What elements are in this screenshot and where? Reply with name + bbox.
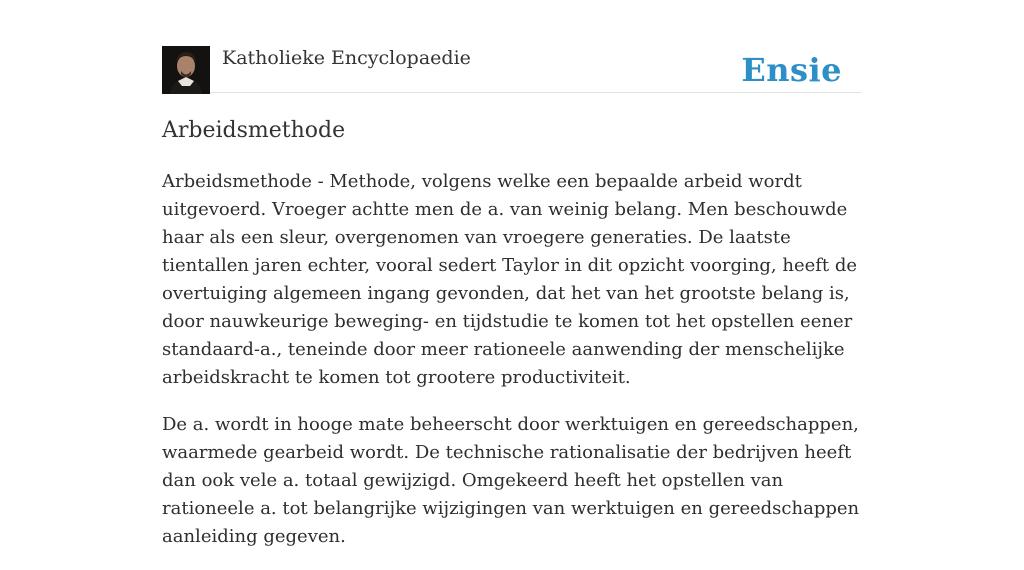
article-body [162,168,862,570]
article-paragraph: Arbeidsmethode - Methode, volgens welke een bepaalde arbeid wordt uitgevoerd. Vroeger achtte men de a. van weinig belang. Men beschouwde haar als een sleur, overgenomen van vroegere generaties. De laatste tientallen jaren echter, vooral sedert Taylor in dit opzicht voorging, heeft de overtuiging algemeen ingang gevonden, dat het van het grootste belang is, door nauwkeurige beweging- en tijdstudie te komen tot het opstellen eener standaard-a., teneinde door meer rationeele aanwending der menschelijke arbeidskracht te komen tot grootere productiviteit. [162,171,858,388]
page-container [162,0,862,547]
article-paragraph: De a. wordt in hooge mate beheerscht door werktuigen en gereedschappen, waarmede gearbeid wordt. De technische rationalisatie der bedrijven heeft dan ook vele a. totaal gewijzigd. Omgekeerd heeft het opstellen van rationeele a. tot belangrijke wijzigingen van werktuigen en gereedschappen aanleiding gegeven. [162,414,860,547]
site-header [162,0,862,93]
site-name[interactable]: Katholieke Encyclopaedie [222,47,471,69]
portrait-avatar-icon[interactable] [162,46,210,94]
brand-logo[interactable]: Ensie [741,51,842,89]
page-title: Arbeidsmethode [162,118,346,143]
